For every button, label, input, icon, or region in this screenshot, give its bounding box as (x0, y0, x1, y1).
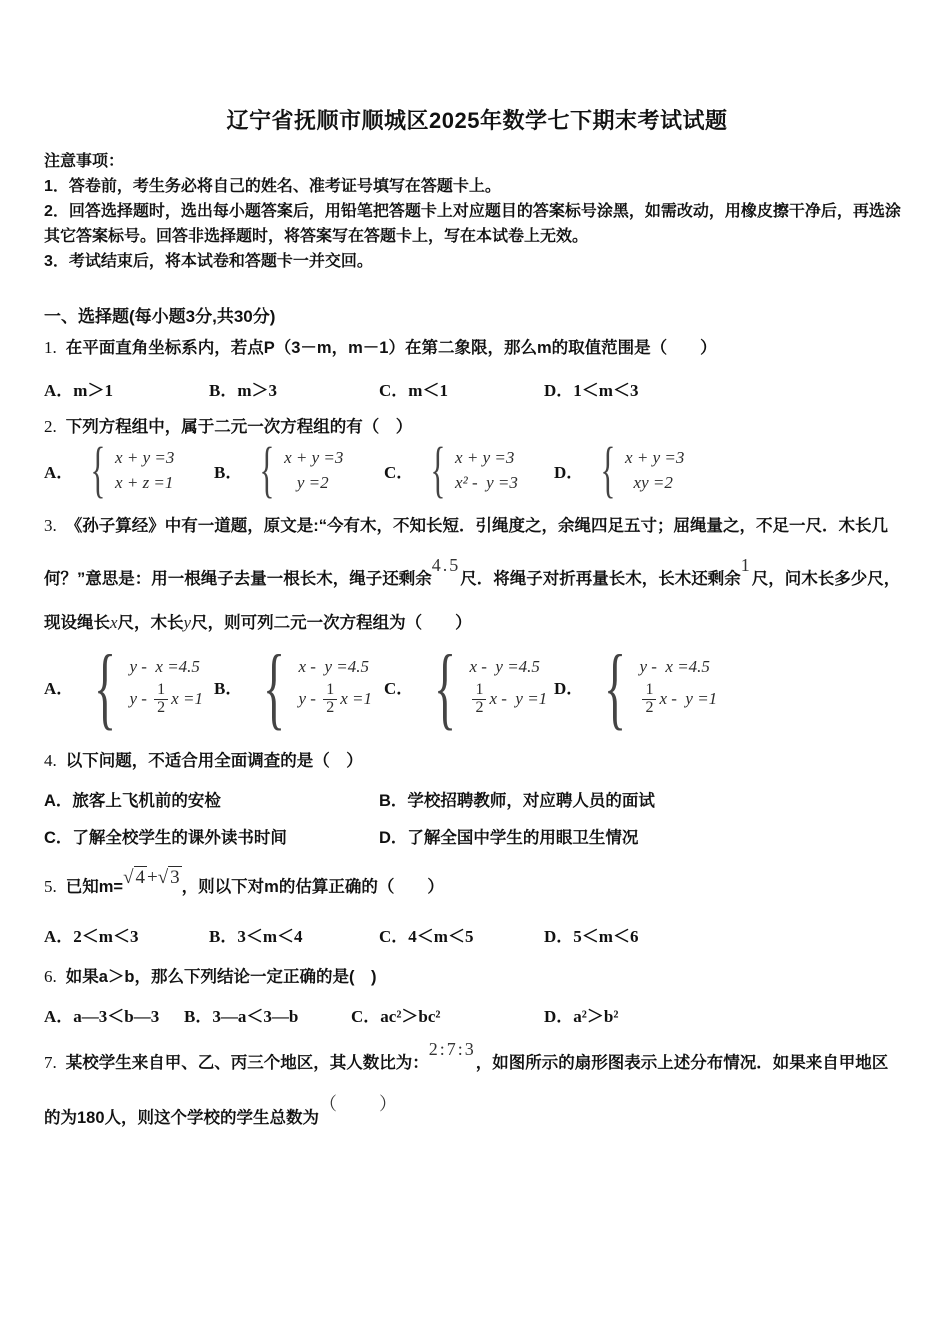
fraction-numerator: 1 (154, 682, 168, 700)
radical-icon: √ (123, 866, 134, 888)
fraction-numerator: 1 (472, 682, 486, 700)
question-7-line2 (44, 1093, 910, 1129)
question-5-options (44, 922, 910, 947)
q5-option-d: D．5＜m＜6 (544, 926, 639, 946)
exam-title: 辽宁省抚顺市顺城区2025年数学七下期末考试试题 (226, 108, 728, 133)
q2-option-b (214, 436, 384, 504)
q3-option-d-system (639, 657, 717, 717)
q1-option-a: A．m＞1 (44, 381, 113, 400)
q7-line1-text-a: 某校学生来自甲、乙、丙三个地区，其人数比为： (65, 1053, 429, 1072)
q5-option-a: A．2＜m＜3 (44, 926, 139, 946)
q3-option-a-system (129, 657, 203, 717)
q3-option-b-label: B． (214, 679, 243, 699)
radicand: 4 (135, 866, 145, 888)
q4-number: 4. (44, 750, 57, 770)
q3-line3-text-b: 尺，木长 (117, 613, 184, 632)
q4-option-a: A．旅客上飞机前的安检 (44, 791, 221, 810)
equation: y - x =4.5 (639, 656, 710, 676)
q7-raised-ratio: 2:7:3 (428, 1038, 476, 1059)
q3-line2-text-c: 尺，问木长多少尺， (751, 569, 901, 588)
q2-option-b-system (284, 448, 343, 493)
radical-icon: √ (157, 866, 169, 888)
question-6-text (44, 966, 910, 988)
plus-sign: + (147, 866, 158, 888)
q2-option-a-system (115, 448, 174, 493)
q7-line1-text-b: ，如图所示的扇形图表示上述分布情况．如果来自甲地区 (475, 1053, 889, 1072)
question-6-options (44, 1002, 910, 1027)
fraction-one-half (154, 682, 168, 717)
equation-post: x =1 (171, 689, 203, 709)
q3-option-a-label: A． (44, 679, 74, 699)
q3-option-d-label: D． (554, 679, 584, 699)
question-2-text (44, 416, 910, 438)
left-brace-icon: { (263, 635, 286, 738)
left-brace-icon: { (434, 635, 457, 738)
question-1-options (44, 376, 910, 401)
q3-line2-text-a: 何？”意思是：用一根绳子去量一根长木，绳子还剩余 (44, 569, 432, 588)
q7-number: 7. (44, 1052, 57, 1072)
fraction-denominator: 2 (475, 698, 484, 716)
q7-line2-text: 的为180人，则这个学校的学生总数为 (44, 1108, 320, 1127)
q1-number: 1. (44, 338, 57, 357)
equation: x² - y =3 (455, 472, 518, 492)
question-3-line2 (44, 554, 910, 590)
sqrt-expression (123, 867, 182, 889)
q5-number: 5. (44, 876, 57, 896)
section1-heading: 一、选择题(每小题3分,共30分) (44, 307, 276, 326)
q4-option-c: C．了解全校学生的课外读书时间 (44, 828, 287, 847)
q3-raised-1: 1 (740, 554, 752, 575)
q3-option-b-system (299, 657, 373, 717)
fraction-numerator: 1 (642, 682, 656, 700)
left-brace-icon: { (604, 635, 627, 738)
notice-item-2: 2．回答选择题时，选出每小题答案后，用铅笔把答题卡上对应题目的答案标号涂黑，如需改动，用橡皮擦干净后，再选涂其它答案标号。回答非选择题时，将答案写在答题卡上，写在本试卷上无效。 (44, 203, 901, 245)
q6-option-d: D．a²＞b² (544, 1006, 619, 1026)
q3-line3-text-c: 尺，则可列二元一次方程组为（ ） (191, 613, 472, 632)
notice-section (44, 149, 910, 274)
q6-option-b: B．3—a＜3—b (184, 1006, 299, 1026)
q3-line2-text-b: 尺．将绳子对折再量长木，长木还剩余 (460, 569, 741, 588)
q1-option-c: C．m＜1 (379, 381, 448, 400)
q2-number: 2. (44, 417, 57, 436)
equation: xy =2 (625, 472, 673, 492)
notice-item-1: 1．答卷前，考生务必将自己的姓名、准考证号填写在答题卡上。 (44, 178, 501, 195)
q7-raised-parens: （ ） (319, 1093, 400, 1114)
variable-y: y (183, 612, 192, 632)
q6-body: 如果a＞b，那么下列结论一定正确的是( ) (65, 967, 377, 986)
q3-option-d (554, 635, 718, 738)
q5-body-pre: 已知m= (65, 877, 124, 896)
q2-body: 下列方程组中，属于二元一次方程组的有（ ） (65, 418, 413, 436)
q2-option-a (44, 436, 214, 504)
equation (469, 682, 547, 717)
equation: x + y =3 (115, 447, 175, 467)
q1-option-b: B．m＞3 (209, 381, 277, 400)
left-brace-icon: { (90, 436, 106, 504)
equation: x + z =1 (115, 472, 174, 492)
q2-option-d (554, 436, 685, 504)
question-2-options (44, 436, 910, 504)
q4-option-d: D．了解全国中学生的用眼卫生情况 (379, 828, 639, 847)
question-4-options-row2 (44, 824, 910, 848)
radicand: 3 (170, 866, 180, 888)
q5-option-c: C．4＜m＜5 (379, 926, 474, 946)
q3-option-b (214, 635, 384, 738)
q3-line3-text-a: 现设绳长 (44, 613, 110, 632)
q6-option-c: C．ac²＞bc² (351, 1006, 441, 1026)
sqrt-3 (158, 866, 182, 888)
q2-option-c-system (455, 448, 518, 493)
left-brace-icon: { (94, 635, 117, 738)
q1-body: 在平面直角坐标系内，若点P（3－m，m－1）在第二象限，那么m的取值范围是（ ） (65, 339, 717, 357)
q3-option-a (44, 635, 214, 738)
q2-option-c-label: C． (384, 462, 414, 482)
q2-option-d-system (625, 448, 684, 493)
equation (299, 682, 373, 717)
question-3-options (44, 635, 910, 738)
q3-option-c-system (469, 657, 547, 717)
equation: x + y =3 (625, 447, 685, 467)
q2-option-c (384, 436, 554, 504)
left-brace-icon: { (600, 436, 616, 504)
q3-line1-text: 《孙子算经》中有一道题，原文是:“今有木，不知长短．引绳度之，余绳四足五寸；屈绳量之，不足一尺．木长几 (65, 516, 888, 535)
q5-body-post: ，则以下对m的估算正确的（ ） (181, 877, 444, 896)
question-1-text (44, 337, 910, 359)
q3-option-c-label: C． (384, 679, 414, 699)
q3-number: 3. (44, 515, 57, 535)
question-4-text (44, 750, 910, 772)
notice-heading: 注意事项： (44, 153, 125, 170)
equation (129, 682, 203, 717)
q3-raised-4point5: 4.5 (431, 554, 461, 575)
fraction-denominator: 2 (157, 698, 166, 716)
fraction-one-half (472, 682, 486, 717)
question-4-options-row1 (44, 787, 910, 811)
q4-option-b: B．学校招聘教师，对应聘人员的面试 (379, 791, 655, 810)
question-7-line1 (44, 1038, 910, 1074)
equation: x + y =3 (455, 447, 515, 467)
q4-body: 以下问题，不适合用全面调查的是（ ） (65, 751, 363, 770)
q1-option-d: D．1＜m＜3 (544, 381, 639, 400)
left-brace-icon: { (259, 436, 275, 504)
q5-option-b: B．3＜m＜4 (209, 926, 303, 946)
equation-post: x - y =1 (489, 689, 548, 709)
equation-pre: y - (298, 689, 321, 709)
equation-post: x - y =1 (659, 689, 718, 709)
fraction-denominator: 2 (645, 698, 654, 716)
fraction-numerator: 1 (323, 682, 337, 700)
variable-x: x (110, 612, 118, 632)
q6-option-a: A．a—3＜b—3 (44, 1006, 160, 1026)
fraction-one-half (642, 682, 656, 717)
q6-number: 6. (44, 966, 57, 986)
equation-post: x =1 (340, 689, 373, 709)
q2-option-a-label: A． (44, 462, 74, 482)
equation-pre: y - (129, 689, 152, 709)
question-3-line1 (44, 515, 910, 537)
fraction-denominator: 2 (326, 698, 335, 716)
equation: x - y =4.5 (469, 656, 540, 676)
question-3-line3 (44, 612, 910, 634)
q2-option-d-label: D． (554, 462, 584, 482)
equation: y - x =4.5 (129, 656, 200, 676)
q2-option-b-label: B． (214, 462, 243, 482)
fraction-one-half (323, 682, 337, 717)
equation: x + y =3 (284, 447, 344, 467)
equation: x - y =4.5 (298, 656, 369, 676)
equation: y =2 (284, 472, 329, 492)
q3-option-c (384, 635, 554, 738)
equation (639, 682, 717, 717)
left-brace-icon: { (430, 436, 446, 504)
question-5-text (44, 866, 910, 898)
notice-item-3: 3．考试结束后，将本试卷和答题卡一并交回。 (44, 253, 373, 270)
sqrt-4 (123, 866, 147, 888)
